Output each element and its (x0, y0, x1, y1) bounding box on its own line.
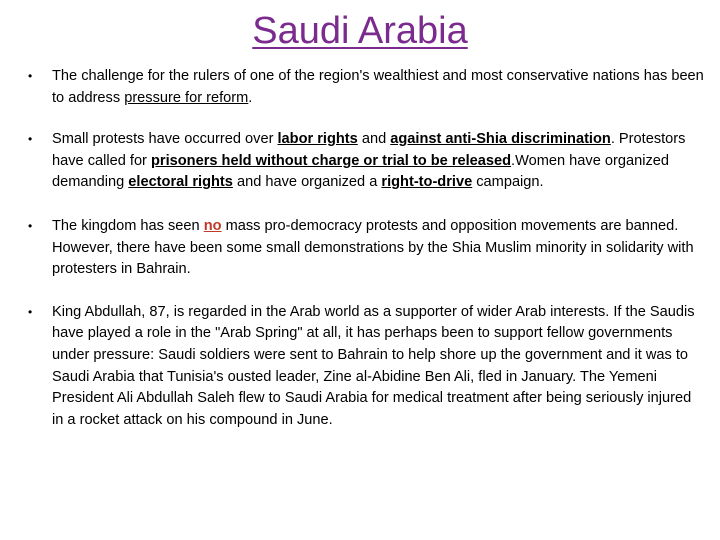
bullet-item (24, 216, 704, 281)
bullet-text: . Protestors have called for (52, 131, 686, 169)
bullet-text: and (357, 131, 391, 148)
bullet-dot-icon: • (28, 304, 33, 319)
bullet-text: . (248, 89, 253, 106)
bullet-text: Small protests have occurred over (52, 131, 278, 148)
link-labor-rights[interactable]: labor rights (277, 131, 358, 148)
bullet-text: The kingdom has seen (52, 217, 204, 234)
link-electoral-rights[interactable]: electoral rights (128, 174, 233, 191)
link-right-to-drive[interactable]: right-to-drive (381, 174, 473, 191)
bullet-item (24, 66, 704, 109)
bullet-text: .Women have organized demanding (52, 152, 669, 191)
bullet-list (24, 66, 704, 451)
bullet-text: mass pro-democracy protests and opposition movements are banned. However, there have been some small demonstrations by the Shia Muslim minority in solidarity with protesters in Bahrain. (52, 217, 694, 278)
emphasis-no: no (203, 217, 222, 234)
bullet-text: and have organized a (232, 174, 382, 191)
bullet-text: King Abdullah, 87, is regarded in the Arab world as a supporter of wider Arab interests. If the Saudis have played a role in the "Arab Spring" at all, it has perhaps been to support fellow governments under pressure: Saudi soldiers were sent to Bahrain to help shore up the government and it was to Saudi Arabia that Tunisia's ousted leader, Zine al-Abidine Ben Ali, fled in January. The Yemeni President Ali Abdullah Saleh flew to Saudi Arabia for medical treatment after being seriously injured in a rocket attack on his compound in June. (52, 303, 695, 428)
bullet-dot-icon: • (28, 69, 33, 83)
bullet-dot-icon: • (28, 218, 33, 233)
bullet-text: The challenge for the rulers of one of the region's wealthiest and most conservative nations has been to address (52, 68, 704, 106)
bullet-dot-icon: • (28, 132, 33, 147)
bullet-item (24, 302, 704, 432)
link-prisoners-released[interactable]: prisoners held without charge or trial to be released (150, 152, 512, 169)
bullet-text: campaign. (472, 174, 544, 191)
link-pressure-for-reform[interactable]: pressure for reform (124, 89, 249, 106)
link-anti-shia-discrimination[interactable]: against anti-Shia discrimination (390, 131, 611, 148)
slide-title: Saudi Arabia (252, 10, 468, 52)
bullet-item (24, 129, 704, 194)
